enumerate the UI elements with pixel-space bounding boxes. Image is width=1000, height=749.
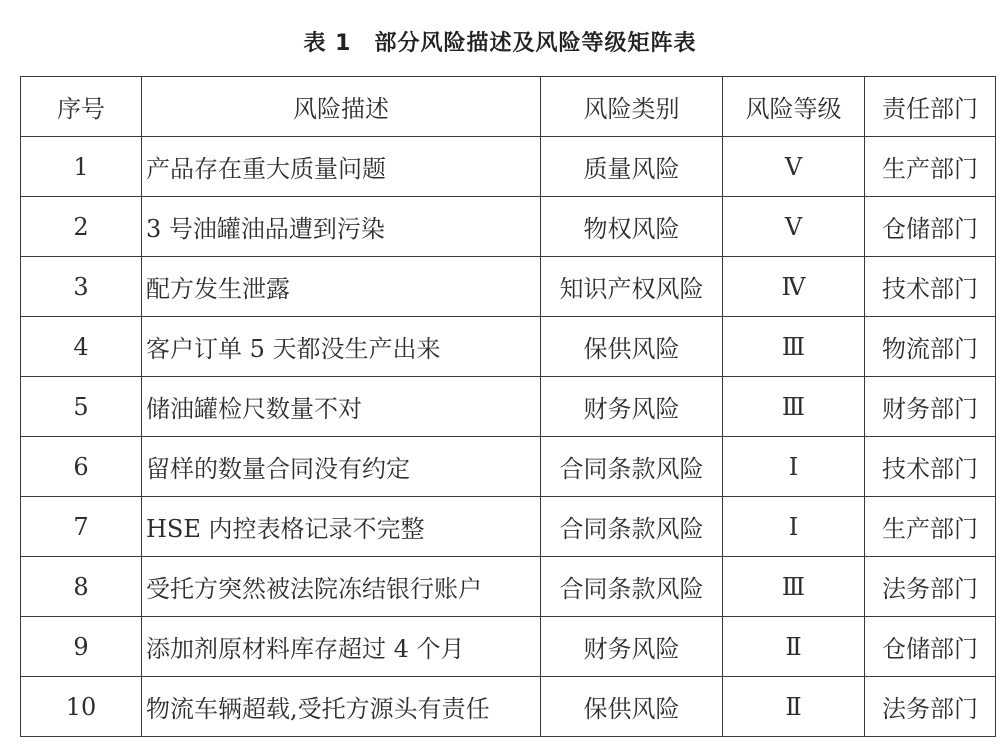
cell-index: 4 (21, 317, 142, 377)
cell-description: 客户订单 5 天都没生产出来 (142, 317, 541, 377)
cell-category: 财务风险 (541, 377, 723, 437)
cell-category: 质量风险 (541, 137, 723, 197)
table-row (21, 377, 996, 437)
cell-category: 保供风险 (541, 677, 723, 737)
cell-index: 2 (21, 197, 142, 257)
cell-department: 法务部门 (865, 677, 996, 737)
cell-index: 7 (21, 497, 142, 557)
cell-category: 物权风险 (541, 197, 723, 257)
cell-index: 8 (21, 557, 142, 617)
cell-description: 受托方突然被法院冻结银行账户 (142, 557, 541, 617)
cell-description: HSE 内控表格记录不完整 (142, 497, 541, 557)
cell-level: Ⅱ (723, 677, 865, 737)
header-description: 风险描述 (142, 77, 541, 137)
cell-department: 技术部门 (865, 437, 996, 497)
cell-level: Ⅲ (723, 377, 865, 437)
cell-category: 知识产权风险 (541, 257, 723, 317)
table-row (21, 257, 996, 317)
cell-index: 1 (21, 137, 142, 197)
header-level: 风险等级 (723, 77, 865, 137)
cell-description: 配方发生泄露 (142, 257, 541, 317)
table-row (21, 677, 996, 737)
cell-index: 6 (21, 437, 142, 497)
table-row (21, 317, 996, 377)
table-row (21, 197, 996, 257)
cell-category: 合同条款风险 (541, 497, 723, 557)
cell-category: 财务风险 (541, 617, 723, 677)
cell-index: 3 (21, 257, 142, 317)
table-caption: 表 1 部分风险描述及风险等级矩阵表 (303, 31, 697, 56)
cell-index: 5 (21, 377, 142, 437)
cell-level: Ⅰ (723, 437, 865, 497)
cell-category: 合同条款风险 (541, 557, 723, 617)
cell-category: 保供风险 (541, 317, 723, 377)
cell-level: Ⅴ (723, 197, 865, 257)
cell-description: 添加剂原材料库存超过 4 个月 (142, 617, 541, 677)
cell-description: 留样的数量合同没有约定 (142, 437, 541, 497)
cell-department: 法务部门 (865, 557, 996, 617)
table-header-row (21, 77, 996, 137)
header-department: 责任部门 (865, 77, 996, 137)
cell-level: Ⅲ (723, 557, 865, 617)
cell-department: 生产部门 (865, 497, 996, 557)
cell-category: 合同条款风险 (541, 437, 723, 497)
table-row (21, 617, 996, 677)
cell-description: 产品存在重大质量问题 (142, 137, 541, 197)
cell-department: 物流部门 (865, 317, 996, 377)
header-category: 风险类别 (541, 77, 723, 137)
cell-description: 物流车辆超载,受托方源头有责任 (142, 677, 541, 737)
cell-level: Ⅲ (723, 317, 865, 377)
table-row (21, 437, 996, 497)
cell-department: 技术部门 (865, 257, 996, 317)
cell-level: Ⅳ (723, 257, 865, 317)
cell-description: 储油罐检尺数量不对 (142, 377, 541, 437)
cell-index: 9 (21, 617, 142, 677)
cell-level: Ⅰ (723, 497, 865, 557)
table-row (21, 497, 996, 557)
table-row (21, 137, 996, 197)
cell-description: 3 号油罐油品遭到污染 (142, 197, 541, 257)
header-index: 序号 (21, 77, 142, 137)
risk-matrix-table (20, 76, 996, 737)
cell-index: 10 (21, 677, 142, 737)
cell-department: 仓储部门 (865, 197, 996, 257)
cell-department: 仓储部门 (865, 617, 996, 677)
cell-department: 生产部门 (865, 137, 996, 197)
cell-level: Ⅱ (723, 617, 865, 677)
cell-level: Ⅴ (723, 137, 865, 197)
cell-department: 财务部门 (865, 377, 996, 437)
table-row (21, 557, 996, 617)
